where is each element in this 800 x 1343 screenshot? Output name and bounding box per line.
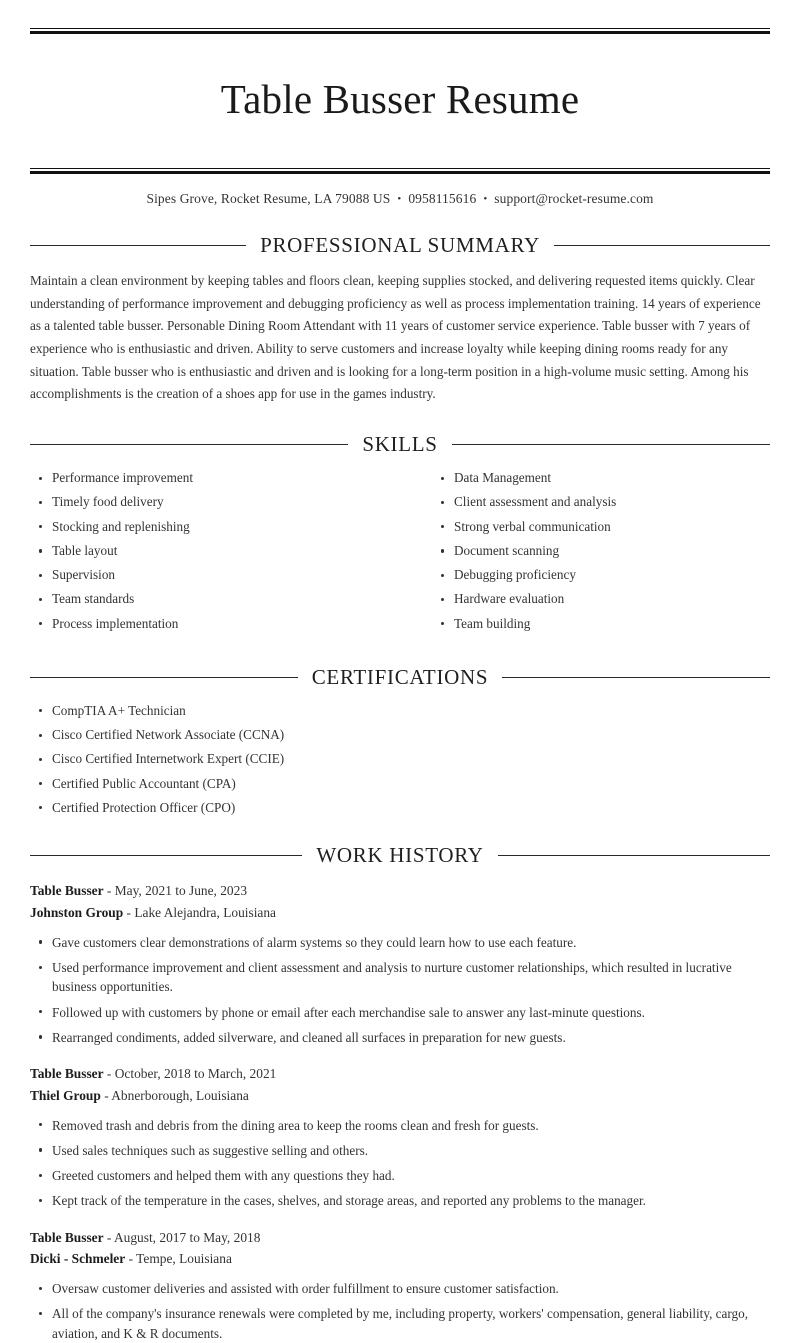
list-item: Debugging proficiency [432,566,770,585]
section-title-work-history: WORK HISTORY [316,843,484,868]
job-title-line [30,880,770,902]
work-history-entry [30,1063,770,1210]
job-location: Lake Alejandra, Louisiana [134,905,277,921]
skills-list-left [30,469,400,633]
list-item: Document scanning [432,542,770,561]
contact-email: support@rocket-resume.com [494,190,654,206]
section-header-certifications [30,665,770,690]
list-item: Timely food delivery [30,493,400,512]
list-item: Certified Protection Officer (CPO) [30,799,770,818]
job-dash: - [106,1229,112,1245]
list-item: Strong verbal communication [432,518,770,537]
job-dash: - [106,1066,112,1082]
work-history-entry [30,1227,770,1343]
list-item: Supervision [30,566,400,585]
section-header-summary [30,233,770,258]
job-location: Abnerborough, Louisiana [111,1087,249,1103]
page-title: Table Busser Resume [220,76,580,123]
job-title-line [30,1227,770,1249]
contact-address: Sipes Grove, Rocket Resume, LA 79088 US [146,190,391,206]
section-title-skills: SKILLS [362,432,438,457]
section-rule-right [502,677,770,678]
job-location: Tempe, Louisiana [136,1251,232,1267]
resume-page [0,28,800,1343]
job-company: Dicki - Schmeler [30,1251,126,1267]
list-item: Client assessment and analysis [432,493,770,512]
section-title-certifications: CERTIFICATIONS [311,664,489,689]
list-item: Cisco Certified Internetwork Expert (CCIE) [30,750,770,769]
skills-column-left [30,469,400,639]
section-title-summary: PROFESSIONAL SUMMARY [260,232,540,257]
job-dash: - [106,883,112,899]
skills-columns [30,469,770,639]
section-rule-right [498,855,770,856]
section-rule-left [30,245,246,246]
list-item: Team building [432,615,770,634]
job-dates: August, 2017 to May, 2018 [113,1229,261,1245]
list-item: Used sales techniques such as suggestive selling and others. [30,1141,770,1160]
skills-column-right [400,469,770,639]
header-rule-top [30,28,770,34]
contact-line [30,174,770,207]
list-item: Team standards [30,590,400,609]
contact-phone: 0958115616 [408,190,477,206]
list-item: Certified Public Accountant (CPA) [30,775,770,794]
contact-separator-1: • [397,192,402,205]
list-item: Used performance improvement and client assessment and analysis to nurture customer relationships, which resulted in lucrative business opportunities. [30,958,770,997]
section-rule-right [554,245,770,246]
job-bullets [30,1116,770,1211]
job-dates: October, 2018 to March, 2021 [114,1066,277,1082]
list-item: Rearranged condiments, added silverware, and cleaned all surfaces in preparation for new guests. [30,1028,770,1047]
job-title: Table Busser [30,1229,104,1245]
list-item: Greeted customers and helped them with any questions they had. [30,1166,770,1185]
job-title-line [30,1063,770,1085]
list-item: Kept track of the temperature in the cases, shelves, and storage areas, and reported any problems to the manager. [30,1191,770,1210]
certifications-list [30,702,770,818]
job-dash: - [128,1251,134,1267]
job-company: Johnston Group [30,905,124,921]
job-title: Table Busser [30,1066,104,1082]
list-item: Cisco Certified Network Associate (CCNA) [30,726,770,745]
section-header-work-history [30,843,770,868]
list-item: Data Management [432,469,770,488]
work-history-entry [30,880,770,1047]
list-item: All of the company's insurance renewals were completed by me, including property, workers' compensation, general liability, cargo, aviation, and K & R documents. [30,1304,770,1343]
section-header-skills [30,432,770,457]
list-item: Performance improvement [30,469,400,488]
section-rule-left [30,444,348,445]
job-bullets [30,933,770,1047]
section-rule-left [30,677,298,678]
job-company-line [30,1248,770,1270]
list-item: Followed up with customers by phone or email after each merchandise sale to answer any last-minute questions. [30,1003,770,1022]
job-company-line [30,1085,770,1107]
list-item: Hardware evaluation [432,590,770,609]
list-item: Removed trash and debris from the dining area to keep the rooms clean and fresh for guests. [30,1116,770,1135]
job-title: Table Busser [30,883,104,899]
list-item: Stocking and replenishing [30,518,400,537]
section-rule-right [452,444,770,445]
job-bullets [30,1279,770,1343]
list-item: Table layout [30,542,400,561]
job-dash: - [104,1087,109,1103]
list-item: Gave customers clear demonstrations of alarm systems so they could learn how to use each feature. [30,933,770,952]
contact-separator-2: • [483,192,488,205]
list-item: Oversaw customer deliveries and assisted with order fulfillment to ensure customer satisfaction. [30,1279,770,1298]
job-dash: - [126,905,131,921]
list-item: CompTIA A+ Technician [30,702,770,721]
skills-list-right [432,469,770,633]
job-company-line [30,902,770,924]
summary-text: Maintain a clean environment by keeping tables and floors clean, keeping supplies stocked, and delivering requested items quickly. Clear understanding of performance improvement and debugging proficiency as well as process implementation training. 14 years of experience as a talented table busser. Personable Dining Room Attendant with 11 years of customer service experience. Table busser with 7 years of experience who is enthusiastic and driven. Ability to serve customers and increase loyalty while keeping dining rooms ready for any situation. Table busser who is enthusiastic and driven and is looking for a long-term position in a high-volume music setting. Among his accomplishments is the creation of a shoes app for use in the games industry. [30,272,761,402]
job-dates: May, 2021 to June, 2023 [114,883,248,899]
job-company: Thiel Group [30,1087,101,1103]
list-item: Process implementation [30,615,400,634]
section-rule-left [30,855,302,856]
